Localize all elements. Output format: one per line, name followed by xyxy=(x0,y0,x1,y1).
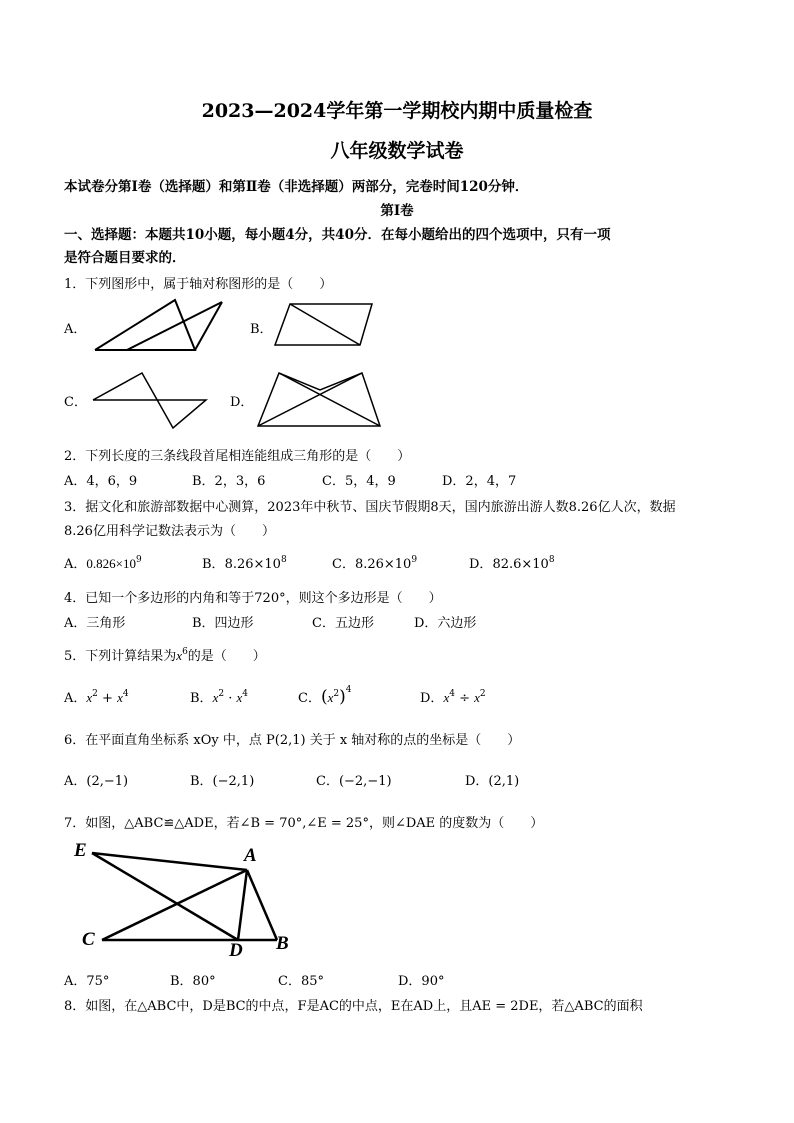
q7-option-d: D．90° xyxy=(398,974,445,989)
q2-option-c: C．5，4，9 xyxy=(322,474,396,489)
q5-stem-var: x xyxy=(176,648,183,663)
q3-option-c-exp: 9 xyxy=(411,555,418,565)
q5-stem-exp: 6 xyxy=(182,647,188,657)
q7-label-b: B xyxy=(276,933,289,954)
q3-option-d-label: D． xyxy=(469,557,493,572)
q7-label-d: D xyxy=(229,940,243,961)
q7-label-a: A xyxy=(244,845,257,866)
q2-option-a: A．4，6，9 xyxy=(64,474,138,489)
q2-option-d: D．2，4，7 xyxy=(442,474,517,489)
question-3-stem-line2: 8.26亿用科学记数法表示为（ ） xyxy=(64,524,275,539)
question-8-stem: 8．如图，在△ABC中，D是BC的中点，F是AC的中点，E在AD上，且AE = 2DE，若△ABC的面积 xyxy=(64,999,643,1014)
q4-option-d: D．六边形 xyxy=(414,616,477,631)
q6-option-b: B．(−2,1) xyxy=(190,774,255,789)
q7-label-c: C xyxy=(82,929,95,950)
q7-figure xyxy=(0,0,1,1)
q6-option-c: C．(−2,−1) xyxy=(316,774,392,789)
q7-option-b: B．80° xyxy=(170,974,216,989)
q3-option-d-base: 82.6×10 xyxy=(492,557,549,572)
q7-option-a: A．75° xyxy=(64,974,110,989)
q2-option-b: B．2，3，6 xyxy=(192,474,266,489)
q7-label-e: E xyxy=(74,840,87,861)
q3-option-d-exp: 8 xyxy=(548,555,555,565)
q4-option-b: B．四边形 xyxy=(192,616,254,631)
q5-option-a: A．$x^2 + x^4$ xyxy=(64,689,129,706)
q3-option-c-base: 8.26×10 xyxy=(354,557,412,572)
q1-option-a-label: A． xyxy=(64,322,87,337)
q5-option-a-label: A． xyxy=(64,691,87,706)
q5-stem-pre: 5．下列计算结果为 xyxy=(64,649,177,664)
exam-intro: 本试卷分第Ⅰ卷（选择题）和第Ⅱ卷（非选择题）两部分，完卷时间120分钟． xyxy=(64,179,529,195)
q3-option-c-label: C． xyxy=(332,557,355,572)
volume-title: 第Ⅰ卷 xyxy=(380,203,414,219)
question-4-stem: 4．已知一个多边形的内角和等于720°，则这个多边形是（ ） xyxy=(64,591,442,606)
q6-option-d: D．(2,1) xyxy=(465,774,520,789)
q5-option-b: B．$x^2 \cdot x^4$ xyxy=(190,689,248,706)
section-heading-line1: 一、选择题：本题共10小题，每小题4分，共40分．在每小题给出的四个选项中，只有一项 xyxy=(64,227,611,243)
q5-option-d: D．$x^4 \div x^2$ xyxy=(420,689,486,706)
q5-option-b-label: B． xyxy=(190,691,213,706)
q3-option-b-base: 8.26×10 xyxy=(224,557,281,572)
q3-option-a-label: A． xyxy=(64,557,87,572)
q4-option-a: A．三角形 xyxy=(64,616,126,631)
q3-option-c xyxy=(332,553,417,572)
q1-option-b-label: B． xyxy=(250,322,273,337)
q1-option-c-label: C． xyxy=(64,395,87,410)
question-6-stem: 6．在平面直角坐标系 xOy 中，点 P(2,1) 关于 x 轴对称的点的坐标是（ ） xyxy=(64,733,521,748)
q7-option-c: C．85° xyxy=(278,974,324,989)
q3-option-a-exp: 9 xyxy=(135,555,142,565)
page-title: 2023—2024学年第一学期校内期中质量检查 xyxy=(201,100,593,122)
question-5-stem xyxy=(64,645,266,664)
q3-option-b-label: B． xyxy=(202,557,225,572)
page-subtitle: 八年级数学试卷 xyxy=(330,140,464,162)
q5-option-c: C．$(x^2)^4$ xyxy=(298,685,352,707)
q3-option-b xyxy=(202,553,287,572)
q3-option-a xyxy=(64,553,142,572)
q6-option-a: A．(2,−1) xyxy=(64,774,129,789)
question-1-stem: 1．下列图形中，属于轴对称图形的是（ ） xyxy=(64,277,333,292)
q4-option-c: C．五边形 xyxy=(312,616,374,631)
q3-option-b-exp: 8 xyxy=(280,555,287,565)
question-2-stem: 2．下列长度的三条线段首尾相连能组成三角形的是（ ） xyxy=(64,449,411,464)
q5-option-c-label: C． xyxy=(298,691,321,706)
section-heading-line2: 是符合题目要求的． xyxy=(64,250,186,266)
q3-option-d xyxy=(469,553,555,572)
q5-option-d-label: D． xyxy=(420,691,444,706)
q5-stem-post: 的是（ ） xyxy=(187,649,266,664)
q1-option-d-label: D． xyxy=(230,395,254,410)
q3-option-a-base: 0.826×10 xyxy=(86,556,136,571)
question-7-stem: 7．如图，△ABC≌△ADE，若∠B = 70°,∠E = 25°，则∠DAE 的度数为（ ） xyxy=(64,816,544,831)
question-3-stem-line1: 3．据文化和旅游部数据中心测算，2023年中秋节、国庆节假期8天，国内旅游出游人数8.26亿人次，数据 xyxy=(64,500,676,515)
